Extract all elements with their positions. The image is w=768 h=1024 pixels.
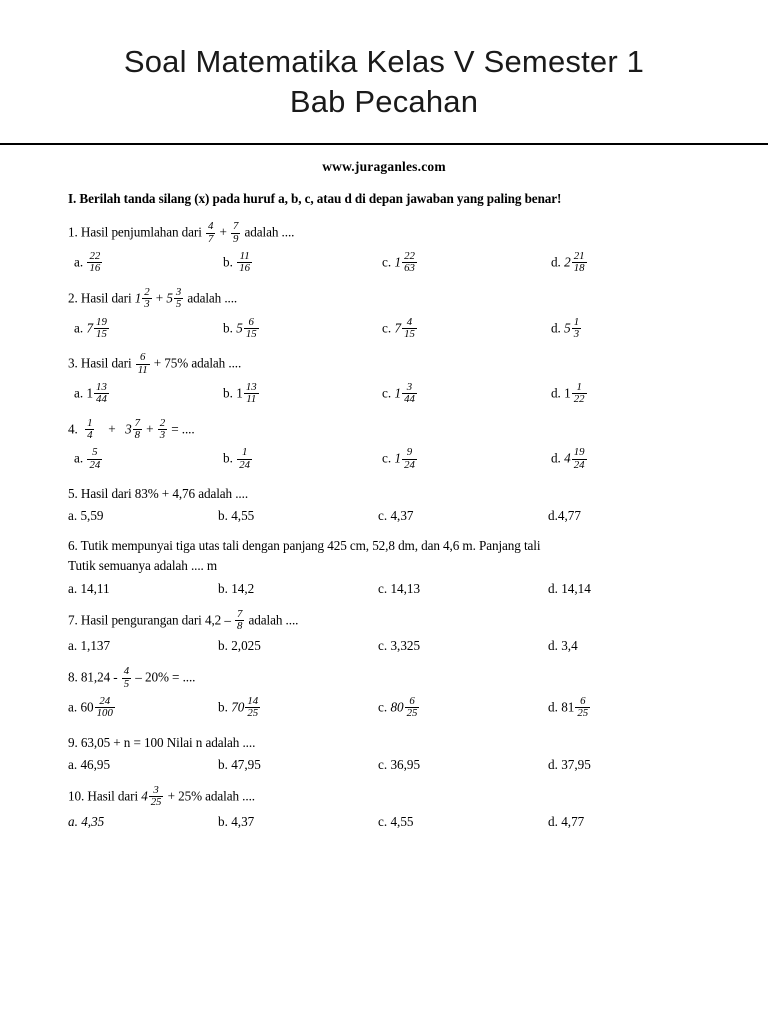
question-5-options	[68, 506, 700, 526]
question-3-prompt: Hasil dari	[80, 355, 132, 371]
question-10-prompt-end: + 25% adalah ....	[167, 788, 255, 804]
question-5-body: Hasil dari 83% + 4,76 adalah ....	[80, 486, 249, 502]
question-9-number: 9.	[68, 734, 78, 750]
option-1-d[interactable]: d. 2 $\frac{21}{18}$	[550, 250, 585, 275]
question-8-prompt-end: – 20% = ....	[135, 669, 196, 685]
option-2-a[interactable]: a. 7 $\frac{19}{15}$	[74, 315, 107, 340]
question-7-options	[68, 636, 700, 656]
question-4-options	[68, 447, 700, 471]
option-1-b[interactable]: b. $\frac{11}{16}$	[223, 250, 251, 275]
option-3-d-fraction: $\frac{1}{22}$	[573, 380, 585, 406]
option-2-b[interactable]: b. 5 $\frac{6}{15}$	[223, 315, 257, 340]
option-3-a[interactable]: a. 1 $\frac{13}{44}$	[74, 380, 107, 406]
question-6	[68, 536, 700, 599]
question-10	[68, 785, 700, 833]
question-9-body: 63,05 + n = 100 Nilai n adalah ....	[80, 734, 256, 750]
option-8-b[interactable]: b. 70 $\frac{14}{25}$	[218, 694, 259, 720]
question-5	[68, 483, 700, 526]
option-5-c[interactable]: c. 4,37	[378, 508, 414, 524]
option-7-c[interactable]: c. 3,325	[378, 638, 421, 654]
question-8-prompt: 81,24 -	[80, 669, 118, 685]
question-7-fraction: $\frac{7}{8}$	[237, 607, 243, 633]
option-10-d[interactable]: d. 4,77	[548, 814, 585, 830]
question-4-fraction-3: $\frac{2}{3}$	[159, 416, 166, 442]
option-8-c[interactable]: c. 80 $\frac{6}{25}$	[378, 694, 418, 720]
question-1-text	[68, 221, 700, 245]
question-7-number: 7.	[68, 612, 78, 628]
option-4-d-fraction: $\frac{19}{24}$	[573, 446, 585, 471]
question-7-prompt-end: adalah ....	[248, 612, 299, 628]
option-4-b[interactable]: b. $\frac{1}{24}$	[223, 446, 251, 471]
question-6-number: 6.	[68, 538, 78, 554]
question-4-operator-2: +	[146, 421, 154, 437]
option-3-c-fraction: $\frac{3}{44}$	[404, 380, 415, 406]
option-8-a[interactable]: a. 60 $\frac{24}{100}$	[68, 694, 113, 720]
option-7-b[interactable]: b. 2,025	[218, 638, 261, 654]
question-1-options	[68, 251, 700, 275]
option-9-b[interactable]: b. 47,95	[218, 756, 261, 772]
option-4-a[interactable]: a. $\frac{5}{24}$	[74, 446, 101, 471]
question-2-operator: +	[155, 290, 164, 306]
question-9-options	[68, 755, 700, 775]
option-6-d[interactable]: d. 14,14	[548, 580, 591, 596]
question-2-number: 2.	[68, 290, 78, 306]
question-2-prompt: Hasil dari	[80, 290, 132, 306]
option-1-a[interactable]: a. $\frac{22}{16}$	[74, 250, 101, 275]
option-8-c-fraction: $\frac{6}{25}$	[406, 694, 418, 720]
header-divider	[0, 143, 768, 145]
question-8	[68, 666, 700, 719]
document-content	[0, 191, 768, 832]
question-2	[68, 287, 700, 340]
question-6-text	[68, 536, 700, 577]
question-1-number: 1.	[68, 224, 78, 240]
question-8-fraction: $\frac{4}{5}$	[123, 665, 130, 690]
option-8-b-fraction: $\frac{14}{25}$	[247, 694, 259, 720]
question-6-body-line-2: Tutik semuanya adalah .... m	[68, 558, 218, 574]
option-3-a-fraction: $\frac{13}{44}$	[96, 380, 107, 406]
question-4-number: 4.	[68, 421, 78, 437]
question-8-number: 8.	[68, 669, 78, 685]
option-7-a[interactable]: a. 1,137	[68, 638, 111, 654]
question-2-options	[68, 317, 700, 341]
page-title-line-2: Bab Pecahan	[289, 83, 479, 119]
question-10-number: 10.	[68, 788, 85, 804]
option-9-a[interactable]: a. 46,95	[68, 756, 111, 772]
question-8-options	[68, 696, 700, 720]
option-8-d-fraction: $\frac{6}{25}$	[577, 694, 589, 720]
option-7-d[interactable]: d. 3,4	[548, 638, 578, 654]
question-2-fraction-1: $\frac{2}{3}$	[144, 285, 150, 311]
question-1-prompt-end: adalah ....	[244, 224, 295, 240]
option-4-c-fraction: $\frac{9}{24}$	[404, 446, 415, 471]
option-3-d[interactable]: d. 1 $\frac{1}{22}$	[550, 380, 585, 406]
question-3-prompt-end: + 75% adalah ....	[153, 355, 242, 371]
option-10-a[interactable]: a. 4,35	[68, 814, 105, 830]
option-4-b-fraction: $\frac{1}{24}$	[239, 446, 251, 471]
option-8-d[interactable]: d. 81 $\frac{6}{25}$	[548, 694, 589, 720]
question-10-text: 10. Hasil dari 4 $\frac{3}{25}$ + 25% adalah ....	[68, 783, 255, 808]
option-2-d-fraction: $\frac{1}{3}$	[573, 315, 580, 340]
question-7-text	[68, 609, 700, 633]
question-1	[68, 221, 700, 274]
option-6-b[interactable]: b. 14,2	[218, 580, 255, 596]
question-2-text: 2. Hasil dari 1 $\frac{2}{3}$ + 5 $\frac{3}{5}$ adalah ....	[68, 285, 238, 311]
option-9-c[interactable]: c. 36,95	[378, 756, 421, 772]
option-4-d[interactable]: d. 4 $\frac{19}{24}$	[550, 446, 585, 471]
question-1-operator: +	[219, 224, 227, 240]
question-3	[68, 352, 700, 405]
question-5-text	[68, 483, 700, 504]
question-4-operator-1: +	[108, 421, 116, 437]
option-1-c-fraction: $\frac{22}{63}$	[404, 250, 415, 275]
option-2-b-fraction: $\frac{6}{15}$	[245, 315, 257, 340]
question-10-options	[68, 812, 700, 832]
question-10-prompt: Hasil dari	[87, 788, 139, 804]
option-1-b-fraction: $\frac{11}{16}$	[239, 250, 251, 275]
question-6-options	[68, 579, 700, 599]
option-4-a-fraction: $\frac{5}{24}$	[89, 446, 101, 471]
option-9-d[interactable]: d. 37,95	[548, 756, 591, 772]
document-title-block	[0, 0, 768, 121]
question-3-fraction: $\frac{6}{11}$	[137, 351, 148, 376]
option-5-b[interactable]: b. 4,55	[218, 508, 255, 524]
question-1-prompt: Hasil penjumlahan dari	[80, 224, 202, 240]
question-8-text	[68, 666, 700, 690]
question-4-prompt-end: = ....	[171, 421, 195, 437]
question-5-number: 5.	[68, 486, 78, 502]
question-10-fraction: $\frac{3}{25}$	[150, 783, 162, 808]
question-9	[68, 732, 700, 775]
option-5-d[interactable]: d.4,77	[548, 508, 581, 524]
option-3-c[interactable]: c. 1 $\frac{3}{44}$	[382, 380, 415, 406]
question-6-body-line-1: Tutik mempunyai tiga utas tali dengan panjang 425 cm, 52,8 dm, dan 4,6 m. Panjang tali	[80, 538, 541, 554]
question-3-text	[68, 352, 700, 376]
question-4-text: 4. $\frac{1}{4}$ + 3 $\frac{7}{8}$ + $\frac{2}{3}$ = ....	[68, 416, 195, 442]
question-1-fraction-1: $\frac{4}{7}$	[207, 220, 214, 245]
question-2-fraction-2: $\frac{3}{5}$	[175, 285, 182, 311]
question-7-prompt: Hasil pengurangan dari 4,2 –	[80, 612, 231, 628]
option-2-a-fraction: $\frac{19}{15}$	[96, 315, 107, 340]
question-1-fraction-2: $\frac{7}{9}$	[233, 220, 239, 245]
option-2-c-fraction: $\frac{4}{15}$	[404, 315, 415, 340]
option-2-c[interactable]: c. 7 $\frac{4}{15}$	[382, 315, 415, 340]
option-1-c[interactable]: c. 1 $\frac{22}{63}$	[382, 250, 415, 275]
question-4	[68, 418, 700, 471]
option-1-a-fraction: $\frac{22}{16}$	[89, 250, 101, 275]
option-2-d[interactable]: d. 5 $\frac{1}{3}$	[550, 315, 580, 340]
option-10-b[interactable]: b. 4,37	[218, 814, 255, 830]
option-10-c[interactable]: c. 4,55	[378, 814, 414, 830]
question-2-prompt-end: adalah ....	[187, 290, 238, 306]
option-3-b[interactable]: b. 1 $\frac{13}{11}$	[223, 380, 257, 406]
page-title-line-1: Soal Matematika Kelas V Semester 1	[123, 44, 645, 79]
option-3-b-fraction: $\frac{13}{11}$	[245, 380, 257, 406]
question-9-text	[68, 732, 700, 753]
question-3-number: 3.	[68, 355, 78, 371]
option-6-a[interactable]: a. 14,11	[68, 580, 110, 596]
site-watermark: www.juraganles.com	[322, 159, 446, 175]
option-5-a[interactable]: a. 5,59	[68, 508, 104, 524]
option-6-c[interactable]: c. 14,13	[378, 580, 421, 596]
option-8-a-fraction: $\frac{24}{100}$	[96, 694, 113, 720]
instruction-text: I. Berilah tanda silang (x) pada huruf a, b, c, atau d di depan jawaban yang paling benar!	[68, 191, 562, 207]
option-1-d-fraction: $\frac{21}{18}$	[573, 250, 585, 275]
question-3-options	[68, 382, 700, 406]
question-4-fraction-2: $\frac{7}{8}$	[134, 416, 140, 442]
question-4-fraction-1: $\frac{1}{4}$	[87, 416, 93, 442]
question-7	[68, 609, 700, 657]
option-4-c[interactable]: c. 1 $\frac{9}{24}$	[382, 446, 415, 471]
